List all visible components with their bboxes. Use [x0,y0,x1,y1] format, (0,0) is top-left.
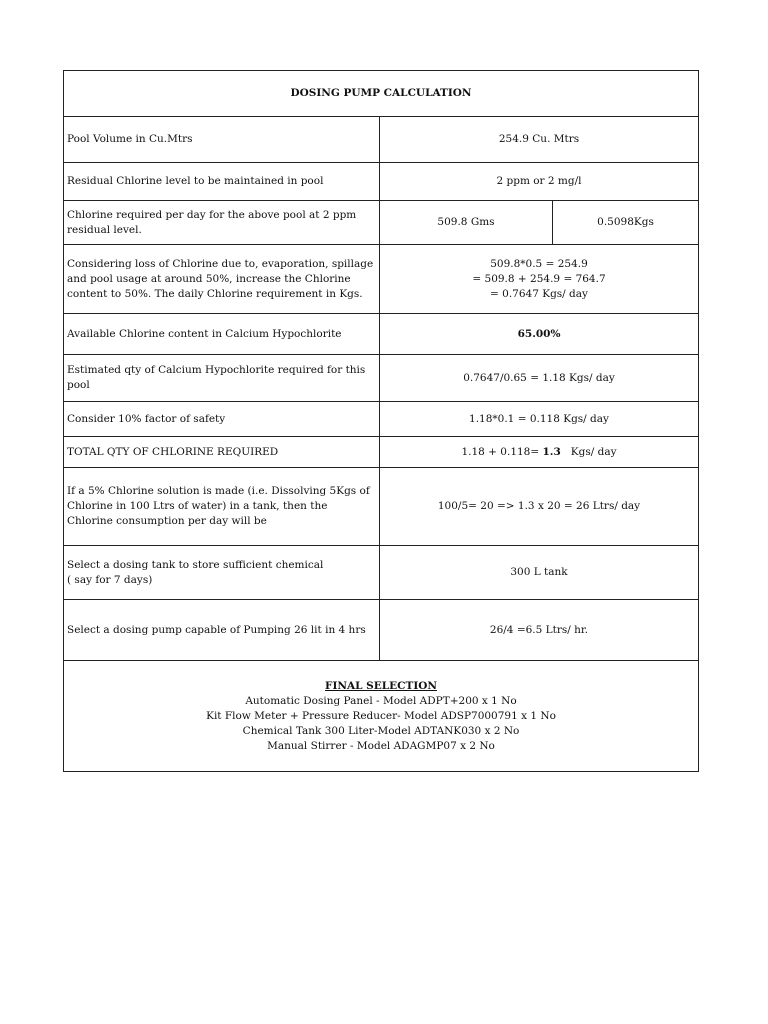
page-title: DOSING PUMP CALCULATION [64,71,699,117]
row-value-kgs: 0.5098Kgs [553,201,699,245]
row-value: 0.7647/0.65 = 1.18 Kgs/ day [380,355,699,402]
table-row [64,437,699,468]
row-label: TOTAL QTY OF CHLORINE REQUIRED [64,437,380,468]
row-value: 254.9 Cu. Mtrs [380,117,699,163]
row-label: Consider 10% factor of safety [64,402,380,437]
final-selection-item: Chemical Tank 300 Liter-Model ADTANK030 x 2 No [242,724,520,737]
row-value: 300 L tank [380,546,699,600]
row-label [64,546,380,600]
value-line: 509.8*0.5 = 254.9 [490,257,588,270]
row-label: Estimated qty of Calcium Hypochlorite required for this pool [64,355,380,402]
table-row [64,546,699,600]
table-row [64,314,699,355]
row-label: Available Chlorine content in Calcium Hypochlorite [64,314,380,355]
final-selection-item: Manual Stirrer - Model ADAGMP07 x 2 No [267,739,495,752]
value-post: Kgs/ day [560,445,617,458]
table-row [64,201,699,245]
final-selection-row [64,661,699,772]
row-value: 2 ppm or 2 mg/l [380,163,699,201]
value-line: = 0.7647 Kgs/ day [490,287,588,300]
label-line: ( say for 7 days) [67,573,153,586]
value-line: = 509.8 + 254.9 = 764.7 [472,272,606,285]
row-label: Considering loss of Chlorine due to, evaporation, spillage and pool usage at around 50%, increase the Chlorine content to 50%. The daily Chlorine requirement in Kgs. [64,245,380,314]
row-value: 1.18*0.1 = 0.118 Kgs/ day [380,402,699,437]
row-value-gms: 509.8 Gms [380,201,553,245]
final-selection-heading: FINAL SELECTION [325,679,437,692]
dosing-calculation-table [63,70,699,772]
table-row [64,468,699,546]
row-label: Select a dosing pump capable of Pumping 26 lit in 4 hrs [64,600,380,661]
row-label: If a 5% Chlorine solution is made (i.e. Dissolving 5Kgs of Chlorine in 100 Ltrs of water) in a tank, then the Chlorine consumption per day will be [64,468,380,546]
table-row [64,163,699,201]
value-total: 1.3 [542,445,561,458]
row-label: Chlorine required per day for the above pool at 2 ppm residual level. [64,201,380,245]
value-pre: 1.18 + 0.118= [461,445,543,458]
row-value: 26/4 =6.5 Ltrs/ hr. [380,600,699,661]
row-value: 65.00% [380,314,699,355]
label-line: Select a dosing tank to store sufficient chemical [67,558,324,571]
table-row [64,600,699,661]
title-row [64,71,699,117]
row-value: 100/5= 20 => 1.3 x 20 = 26 Ltrs/ day [380,468,699,546]
final-selection-item: Kit Flow Meter + Pressure Reducer- Model ADSP7000791 x 1 No [206,709,556,722]
row-label: Residual Chlorine level to be maintained in pool [64,163,380,201]
final-selection [64,661,699,772]
row-label: Pool Volume in Cu.Mtrs [64,117,380,163]
table-row [64,402,699,437]
table-row [64,245,699,314]
final-selection-item: Automatic Dosing Panel - Model ADPT+200 x 1 No [245,694,517,707]
row-value [380,245,699,314]
table-row [64,355,699,402]
table-row [64,117,699,163]
row-value [380,437,699,468]
